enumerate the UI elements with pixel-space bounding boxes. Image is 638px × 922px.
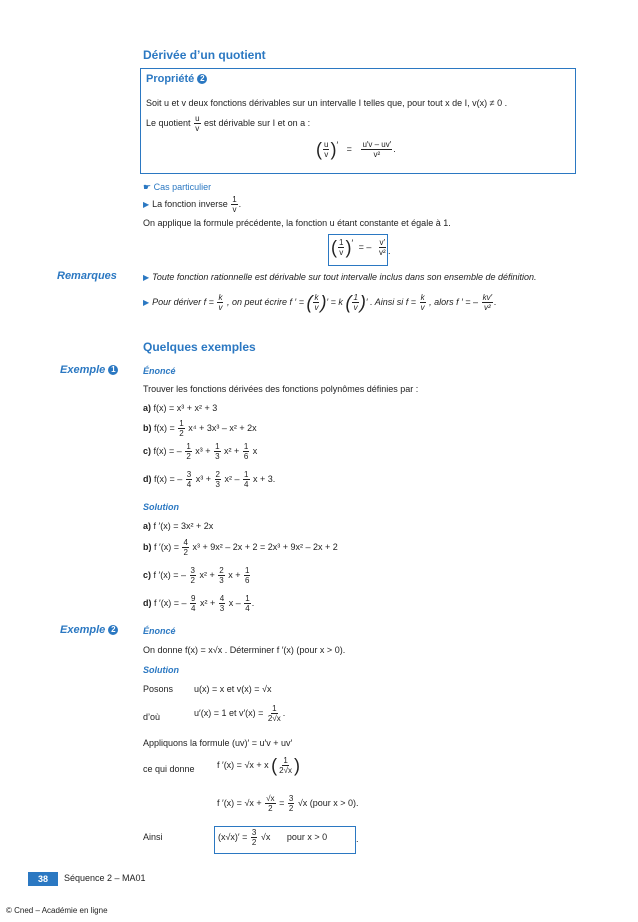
example2-label: Exemple 2: [60, 624, 118, 636]
example1-sol-b: b) f ′(x) = $\frac{4}{2}$ x³ + 9x² – 2x + 2 = 2x³ + 9x² – 2x + 2: [143, 538, 338, 557]
page-number: 38: [28, 872, 58, 886]
remarques-label: Remarques: [57, 270, 117, 282]
example2-posons: Posons: [143, 684, 174, 694]
example1-item-c: c) f(x) = – $\frac{1}{2}$ x³ + $\frac{1}{3}$ x² + $\frac{1}{6}$ x: [143, 442, 258, 461]
property-number-badge: 2: [197, 74, 207, 84]
special-case-title: ☛ Cas particulier: [143, 182, 212, 192]
property-line2-text-a: Le quotient: [146, 117, 191, 128]
triangle-bullet-icon: ▶: [143, 297, 150, 307]
section-title-examples: Quelques exemples: [143, 340, 256, 354]
pointing-hand-icon: ☛: [143, 182, 152, 192]
example1-label: Exemple 1: [60, 364, 118, 376]
example1-sol-c: c) f ′(x) = – $\frac{3}{2}$ x² + $\frac{2}{3}$ x + $\frac{1}{6}$: [143, 566, 250, 585]
section-title-quotient: Dérivée d’un quotient: [143, 48, 266, 62]
property-line2: [146, 114, 310, 133]
example1-sol-a: a) f ′(x) = 3x² + 2x: [143, 521, 214, 531]
triangle-bullet-icon: ▶: [143, 199, 150, 209]
example1-item-b: b) f(x) = $\frac{1}{2}$ x⁴ + 3x³ – x² + 2x: [143, 419, 257, 438]
example1-item-d: d) f(x) = – $\frac{3}{4}$ x³ + $\frac{2}{3}$ x² – $\frac{1}{4}$ x + 3.: [143, 470, 276, 489]
quotient-formula: ( $\frac{u}{v}$ )′ = $\frac{u'v - uv'}{\text{v²}}$ .: [316, 139, 396, 160]
result-formula-dot: .: [356, 834, 359, 844]
remarque-2: ▶ Pour dériver f = $\frac{k}{v}$ , on peut écrire f ′ = ( $\frac{k}{v}$ )′ = k ( $\frac{1}{v}$ )′ . Ainsi si f = $\frac{k}{v}$ , alors f ′ = – $\frac{kv'}{\text{v²}}$ .: [143, 292, 497, 313]
example1-intro: Trouver les fonctions dérivées des fonctions polynômes définies par :: [143, 384, 419, 394]
example2-posons-text: u(x) = x et v(x) = √x: [194, 684, 272, 694]
property-heading: [146, 73, 207, 85]
property-label: Propriété: [146, 73, 195, 85]
example2-derivative-line1: f ′(x) = √x + x ( $\frac{1}{2√x}$ ): [217, 755, 300, 776]
example2-dou-text: u′(x) = 1 et v′(x) = $\frac{1}{2√x}$ .: [194, 704, 286, 723]
example2-enonce: Énoncé: [143, 626, 176, 636]
copyright: © Cned – Académie en ligne: [6, 906, 108, 915]
example1-enonce: Énoncé: [143, 366, 176, 376]
property-line1: Soit u et v deux fonctions dérivables sur un intervalle I telles que, pour tout x de I, v(x) ≠ 0 .: [146, 98, 508, 108]
example2-ainsi: Ainsi: [143, 832, 163, 842]
example2-solution-label: Solution: [143, 665, 179, 675]
fraction-u-over-v: $\frac{u}{v}$: [195, 114, 200, 133]
special-case-line1: ▶ La fonction inverse $\frac{1}{v}$ .: [143, 195, 242, 214]
special-case-line2: On applique la formule précédente, la fonction u étant constante et égale à 1.: [143, 218, 451, 228]
example2-line1: On donne f(x) = x√x . Déterminer f ′(x) (pour x > 0).: [143, 645, 346, 655]
example2-dou: d’où: [143, 712, 161, 722]
example2-derivative-line2: f ′(x) = √x + $\frac{√x}{2}$ = $\frac{3}{2}$ √x (pour x > 0).: [217, 794, 359, 813]
example2-number-badge: 2: [108, 625, 118, 635]
inverse-formula: ( $\frac{1}{v}$ )′ = – $\frac{v'}{\text{v²}}$: [331, 237, 386, 258]
example2-formula-line: Appliquons la formule (uv)′ = u′v + uv′: [143, 738, 293, 748]
result-formula: (x√x)′ = $\frac{3}{2}$ √x pour x > 0: [218, 828, 328, 847]
example1-number-badge: 1: [108, 365, 118, 375]
property-line2-text-b: est dérivable sur I et on a :: [204, 117, 311, 128]
example2-ce-qui-donne: ce qui donne: [143, 764, 195, 774]
remarque-1: ▶ Toute fonction rationnelle est dérivable sur tout intervalle inclus dans son ensemble de définition.: [143, 272, 537, 282]
sequence-label: Séquence 2 – MA01: [64, 873, 146, 883]
example1-solution-label: Solution: [143, 502, 179, 512]
example1-item-a: a) f(x) = x³ + x² + 3: [143, 403, 218, 413]
inverse-formula-dot: .: [388, 246, 391, 256]
example1-sol-d: d) f ′(x) = – $\frac{9}{4}$ x² + $\frac{4}{3}$ x – $\frac{1}{4}$ .: [143, 594, 255, 613]
triangle-bullet-icon: ▶: [143, 273, 150, 282]
